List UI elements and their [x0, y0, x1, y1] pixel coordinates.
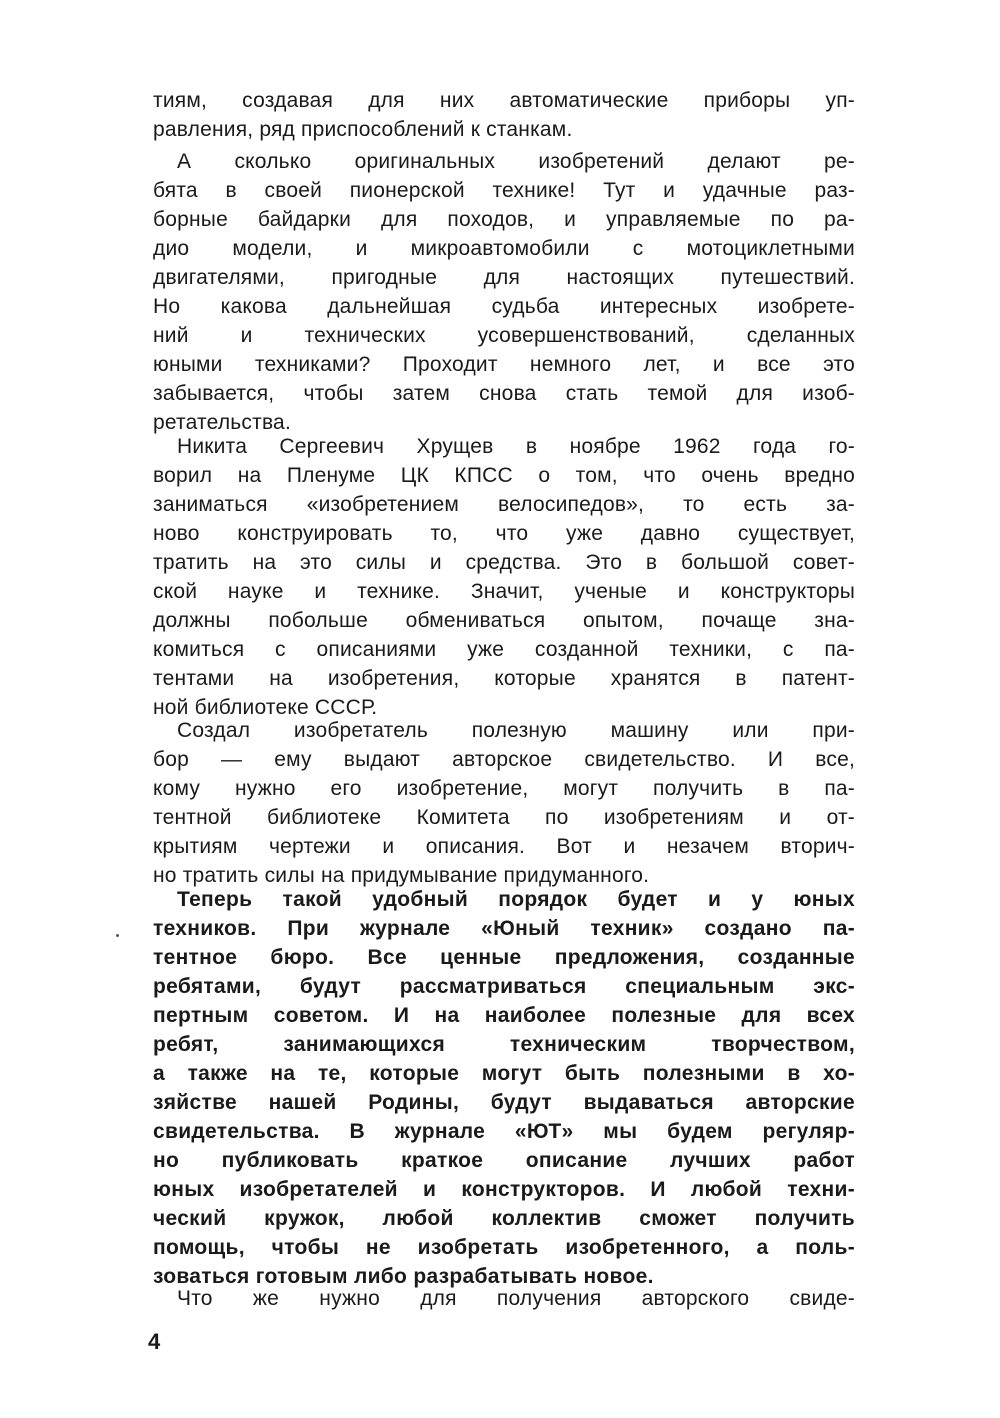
- text-line: ворил на Пленуме ЦК КПСС о том, что очень вредно: [153, 464, 855, 487]
- text-line: ретательства.: [153, 411, 291, 434]
- text-line: ческий кружок, любой коллектив сможет получить: [153, 1207, 855, 1230]
- text-line: но тратить силы на придумывание придуманного.: [153, 864, 650, 887]
- text-line: крытиям чертежи и описания. Вот и незачем вторич-: [153, 835, 855, 858]
- text-line: техников. При журнале «Юный техник» создано па-: [153, 917, 855, 940]
- text-line: зяйстве нашей Родины, будут выдаваться авторские: [153, 1091, 855, 1114]
- text-line: юных изобретателей и конструкторов. И любой техни-: [153, 1178, 855, 1201]
- text-line: тентной библиотеке Комитета по изобретениям и от-: [153, 806, 855, 829]
- print-speck: [116, 934, 119, 937]
- text-line: Создал изобретатель полезную машину или при-: [177, 719, 855, 742]
- text-line: комиться с описаниями уже созданной техники, с па-: [153, 638, 855, 661]
- text-line: забывается, чтобы затем снова стать темой для изоб-: [153, 382, 855, 405]
- text-line: Никита Сергеевич Хрущев в ноябре 1962 года го-: [177, 435, 855, 458]
- text-line: помощь, чтобы не изобретать изобретенного, а поль-: [153, 1236, 855, 1259]
- text-line: заниматься «изобретением велосипедов», то есть за-: [153, 493, 855, 516]
- page-number: 4: [148, 1329, 161, 1354]
- paragraph-5: [153, 885, 855, 1291]
- paragraph-2: [153, 147, 855, 437]
- text-line: А сколько оригинальных изобретений делают ре-: [177, 150, 855, 173]
- text-line: ребят, занимающихся техническим творчеством,: [153, 1033, 855, 1056]
- text-line: должны побольше обмениваться опытом, почаще зна-: [153, 609, 855, 632]
- text-line: свидетельства. В журнале «ЮТ» мы будем регуляр-: [153, 1120, 855, 1143]
- text-line: равления, ряд приспособлений к станкам.: [153, 118, 573, 141]
- paragraph-4: [153, 716, 855, 890]
- text-line: тиям, создавая для них автоматические приборы уп-: [153, 89, 855, 112]
- text-line: Что же нужно для получения авторского свиде-: [177, 1287, 855, 1310]
- text-line: борные байдарки для походов, и управляемые по ра-: [153, 208, 855, 231]
- text-line: тентное бюро. Все ценные предложения, созданные: [153, 946, 855, 969]
- text-line: Теперь такой удобный порядок будет и у юных: [177, 888, 855, 911]
- text-line: ной библиотеке СССР.: [153, 696, 378, 719]
- paragraph-6: [153, 1284, 855, 1313]
- text-line: Но какова дальнейшая судьба интересных изобрете-: [153, 295, 855, 318]
- text-line: дио модели, и микроавтомобили с мотоциклетными: [153, 237, 855, 260]
- text-line: ний и технических усовершенствований, сделанных: [153, 324, 855, 347]
- paragraph-1: [153, 86, 855, 144]
- text-line: ново конструировать то, что уже давно существует,: [153, 522, 855, 545]
- text-line: кому нужно его изобретение, могут получить в па-: [153, 777, 855, 800]
- text-line: ской науке и технике. Значит, ученые и конструкторы: [153, 580, 855, 603]
- text-line: ребятами, будут рассматриваться специальным экс-: [153, 975, 855, 998]
- text-line: двигателями, пригодные для настоящих путешествий.: [153, 266, 855, 289]
- text-line: юными техниками? Проходит немного лет, и все это: [153, 353, 855, 376]
- text-line: но публиковать краткое описание лучших работ: [153, 1149, 855, 1172]
- text-line: тратить на это силы и средства. Это в большой совет-: [153, 551, 855, 574]
- paragraph-3: [153, 432, 855, 722]
- text-line: а также на те, которые могут быть полезными в хо-: [153, 1062, 855, 1085]
- text-line: тентами на изобретения, которые хранятся в патент-: [153, 667, 855, 690]
- text-line: зоваться готовым либо разрабатывать новое.: [153, 1265, 654, 1288]
- text-line: пертным советом. И на наиболее полезные для всех: [153, 1004, 855, 1027]
- text-line: бята в своей пионерской технике! Тут и удачные раз-: [153, 179, 855, 202]
- text-line: бор — ему выдают авторское свидетельство. И все,: [153, 748, 855, 771]
